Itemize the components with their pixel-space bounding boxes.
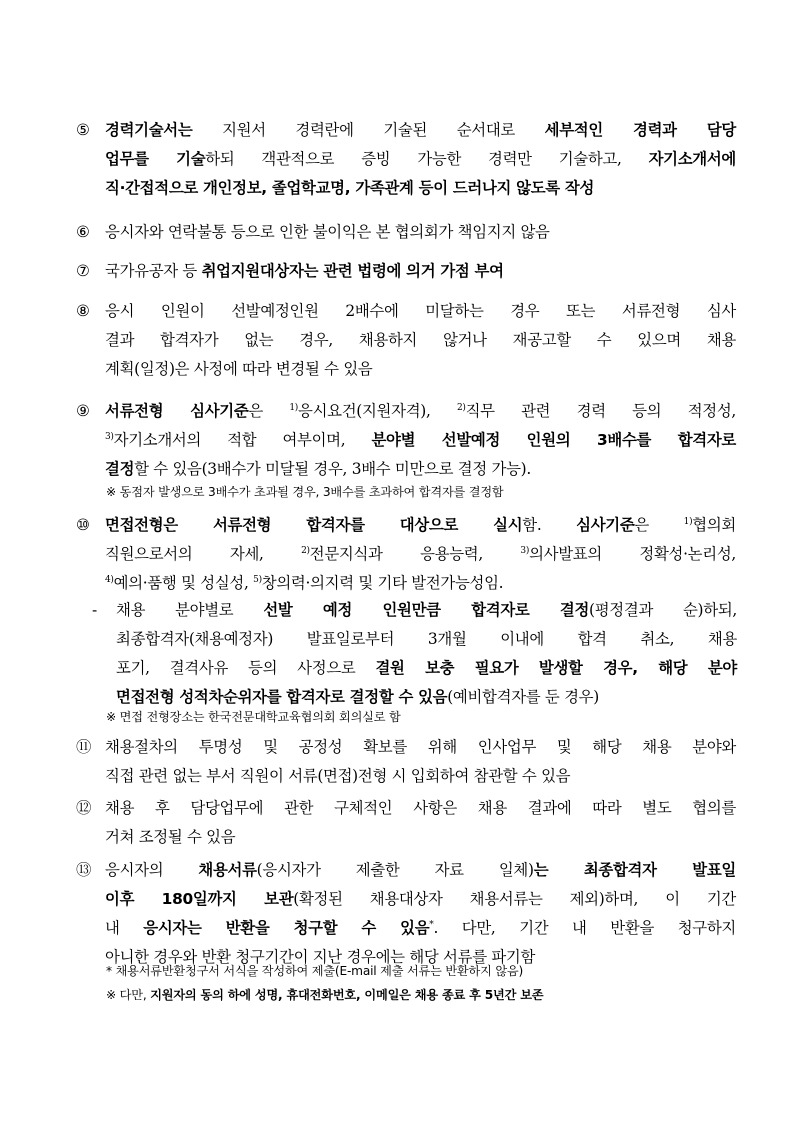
text-segment: 응시 인원이 선발예정인원 2배수에 미달하는 경우 또는 서류전형 심사: [105, 302, 736, 320]
superscript-marker: 4): [105, 575, 114, 585]
superscript-marker: 1): [289, 403, 299, 413]
text-segment: 직접 관련 없는 부서 직원이 서류(면접)전형 시 입회하여 참관할 수 있음: [105, 767, 571, 785]
item-number: ⑬: [76, 861, 92, 879]
text-segment: 채용 분야별로: [116, 601, 264, 619]
superscript-marker: 2): [301, 546, 310, 556]
text-line: [105, 540, 736, 569]
text-segment: 응시요건(지원자격),: [298, 402, 457, 420]
text-segment: 채용 후 담당업무에 관한 구체적인 사항은 채용 결과에 따라 별도 협의를: [105, 799, 736, 817]
bold-text-segment: 는 최종합격자 발표일: [533, 861, 736, 879]
text-segment: 계획(일정)은 사정에 따라 변경될 수 있음: [105, 360, 373, 378]
text-line: [105, 885, 736, 914]
bold-text-segment: 면접전형 성적차순위자를 합격자로 결정할 수 있음: [116, 688, 448, 706]
bold-text-segment: 면접전형은 서류전형 합격자를 대상으로 실시: [105, 516, 523, 534]
text-segment: 은: [248, 402, 290, 420]
dash-marker: -: [92, 601, 97, 619]
bold-text-segment: 심사기준: [576, 516, 635, 534]
text-segment: . 다만, 기간 내 반환을 청구하지: [433, 919, 736, 937]
item-text: [105, 257, 736, 286]
item-number: ⑥: [76, 223, 90, 241]
item-text: [105, 794, 736, 852]
text-line: [105, 455, 736, 484]
item-text: [105, 297, 736, 384]
item-number: ⑫: [76, 799, 92, 817]
text-segment: ※ 다만,: [106, 988, 151, 1002]
text-segment: 협의회: [692, 516, 736, 534]
text-line: [105, 326, 736, 355]
bold-text-segment: 이후 180일까지 보관: [105, 890, 294, 908]
text-segment: 전문지식과 응용능력,: [309, 545, 521, 563]
text-line: [105, 794, 736, 823]
text-line: [105, 511, 736, 540]
dash-item-note: ※ 면접 전형장소는 한국전문대학교육협의회 회의실로 함: [106, 710, 401, 724]
text-segment: 하되 객관적으로 증빙 가능한 경력만 기술하고,: [205, 150, 649, 168]
bold-text-segment: 채용서류: [198, 861, 257, 879]
text-segment: 할 수 있음(3배수가 미달될 경우, 3배수 미만으로 결정 가능).: [134, 460, 531, 478]
text-line: [105, 145, 736, 174]
text-segment: 은: [634, 516, 684, 534]
text-segment: 지원서 경력란에 기술된 순서대로: [192, 121, 545, 139]
text-line: [105, 762, 736, 791]
superscript-marker: 1): [683, 517, 693, 527]
item-text: [105, 116, 736, 203]
text-segment: 아니한 경우와 반환 청구기간이 지난 경우에는 해당 서류를 파기함: [105, 948, 536, 966]
superscript-marker: 3): [520, 546, 530, 556]
text-segment: (예비합격자를 둔 경우): [447, 688, 599, 706]
item-text: [105, 856, 736, 972]
text-line: [105, 426, 736, 455]
text-segment: (확정된 채용대상자 채용서류는 제외)하며, 이 기간: [293, 890, 736, 908]
bold-text-segment: 세부적인 경력과 담당: [544, 121, 736, 139]
text-line: [105, 297, 736, 326]
item-text: [105, 733, 736, 791]
retention-note: [106, 985, 543, 1005]
text-segment: 의사발표의 정확성·논리성,: [529, 545, 736, 563]
return-request-note: [106, 961, 523, 981]
text-segment: 직원으로서의 자세,: [105, 545, 302, 563]
superscript-marker: 5): [253, 575, 262, 585]
text-line: [105, 914, 736, 943]
item-6: [76, 218, 736, 247]
text-line: [105, 856, 736, 885]
bold-text-segment: 분야별 선발예정 인원의 3배수를 합격자로: [371, 431, 736, 449]
text-segment: 함.: [522, 516, 577, 534]
text-line: [105, 733, 736, 762]
text-segment: 창의력·의지력 및 기타 발전가능성임.: [261, 574, 504, 592]
text-segment: 포기, 결격사유 등의 사정으로: [116, 659, 376, 677]
item-number: ⑧: [76, 302, 90, 320]
item-text: [105, 511, 736, 598]
text-segment: * 채용서류반환청구서 서식을 작성하여 제출(E-mail 제출 서류는 반환하지 않음): [106, 964, 524, 978]
item-12: [76, 794, 736, 852]
item-text: [105, 397, 736, 484]
bold-text-segment: 자기소개서에: [648, 150, 736, 168]
text-segment: 채용절차의 투명성 및 공정성 확보를 위해 인사업무 및 해당 채용 분야와: [105, 738, 736, 756]
text-line: [105, 174, 736, 203]
text-segment: 최종합격자(채용예정자) 발표일로부터 3개월 이내에 합격 취소, 채용: [116, 630, 737, 648]
text-segment: 내: [105, 919, 144, 937]
item-number: ⑪: [76, 738, 92, 756]
text-line: [105, 397, 736, 426]
text-segment: 거쳐 조정될 수 있음: [105, 828, 236, 846]
superscript-marker: 3): [105, 432, 114, 442]
text-line: [116, 654, 737, 683]
bold-text-segment: 직·간접적으로 개인정보, 졸업학교명, 가족관계 등이 드러나지 않도록 작성: [105, 179, 595, 197]
item-5: [76, 116, 736, 203]
superscript-marker: *: [429, 920, 434, 930]
text-line: [105, 569, 736, 598]
text-line: [116, 596, 737, 625]
item-10: [76, 511, 736, 598]
item-number: ⑤: [76, 121, 90, 139]
item-13: [76, 856, 736, 972]
text-segment: (응시자가 제출한 자료 일체): [256, 861, 534, 879]
text-segment: 응시자의: [105, 861, 199, 879]
bold-text-segment: 지원자의 동의 하에 성명, 휴대전화번호, 이메일은 채용 종료 후 5년간 보존: [150, 988, 544, 1002]
item-11: [76, 733, 736, 791]
text-segment: 결과 합격자가 없는 경우, 채용하지 않거나 재공고할 수 있으며 채용: [105, 331, 736, 349]
text-segment: 직무 관련 경력 등의 적정성,: [465, 402, 736, 420]
text-segment: 자기소개서의 적합 여부이며,: [113, 431, 372, 449]
bold-text-segment: 경력기술서는: [105, 121, 193, 139]
item-7: [76, 257, 736, 286]
bold-text-segment: 업무를 기술: [105, 150, 206, 168]
text-line: [116, 625, 737, 654]
item-9-note: ※ 동점자 발생으로 3배수가 초과될 경우, 3배수를 초과하여 합격자를 결정함: [106, 485, 504, 499]
text-segment: 응시자와 연락불통 등으로 인한 불이익은 본 협의회가 책임지지 않음: [105, 223, 550, 241]
text-line: [105, 116, 736, 145]
item-number: ⑦: [76, 262, 90, 280]
bold-text-segment: 응시자는 반환을 청구할 수 있음: [143, 919, 430, 937]
text-line: [105, 218, 736, 247]
superscript-marker: 2): [456, 403, 466, 413]
item-text: [105, 218, 736, 247]
text-segment: (평정결과 순)하되,: [589, 601, 737, 619]
text-segment: 국가유공자 등: [105, 262, 202, 280]
bold-text-segment: 서류전형 심사기준: [105, 402, 249, 420]
item-number: ⑩: [76, 516, 90, 534]
bold-text-segment: 결원 보충 필요가 발생할 경우, 해당 분야: [375, 659, 737, 677]
bold-text-segment: 취업지원대상자는 관련 법령에 의거 가점 부여: [201, 262, 504, 280]
text-segment: 예의·품행 및 성실성,: [113, 574, 254, 592]
item-number: ⑨: [76, 402, 90, 420]
bold-text-segment: 선발 예정 인원만큼 합격자로 결정: [263, 601, 590, 619]
dash-text: [116, 596, 737, 712]
text-line: [105, 823, 736, 852]
item-9: [76, 397, 736, 484]
text-line: [105, 257, 736, 286]
bold-text-segment: 결정: [105, 460, 135, 478]
item-8: [76, 297, 736, 384]
text-line: [105, 355, 736, 384]
dash-item: [92, 596, 737, 712]
